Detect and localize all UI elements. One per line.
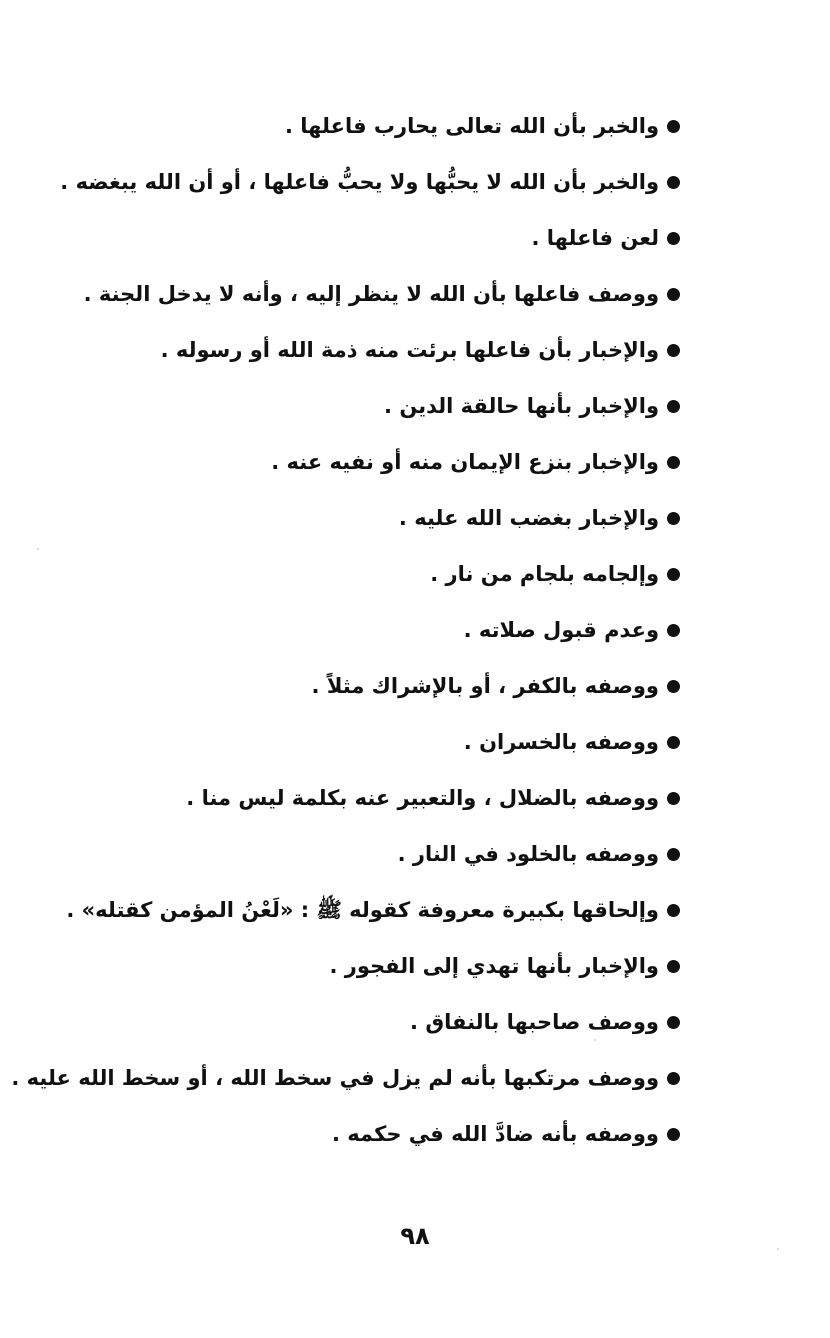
bullet-icon [667,848,680,861]
list-item-text: ووصف صاحبها بالنفاق . [410,1009,659,1034]
list-item [120,602,680,658]
list-item-text: والإخبار بنزع الإيمان منه أو نفيه عنه . [271,449,659,474]
list-item-text: ووصفه بأنه ضادَّ الله في حكمه . [332,1121,659,1146]
list-item-text: وإلحاقها بكبيرة معروفة كقوله ﷺ : «لَعْنُ المؤمن كقتله» . [66,897,659,922]
list-item-text: والخبر بأن الله تعالى يحارب فاعلها . [285,113,659,138]
list-item [66,882,680,938]
list-item [120,378,680,434]
list-item-text: ووصفه بالضلال ، والتعبير عنه بكلمة ليس منا . [186,785,659,810]
bullet-icon [667,288,680,301]
bullet-icon [667,568,680,581]
bullet-icon [667,456,680,469]
list-item-text: لعن فاعلها . [531,225,659,250]
list-item [120,770,680,826]
list-item [60,154,680,210]
list-item [120,658,680,714]
bullet-icon [667,512,680,525]
list-item-text: ووصف فاعلها بأن الله لا ينظر إليه ، وأنه لا يدخل الجنة . [83,281,659,306]
bullet-list [11,98,680,1162]
list-item-text: والإخبار بأن فاعلها برئت منه ذمة الله أو رسوله . [160,337,659,362]
list-item-text: ووصف مرتكبها بأنه لم يزل في سخط الله ، أو سخط الله عليه . [11,1065,659,1090]
bullet-icon [667,176,680,189]
list-item-text: ووصفه بالخلود في النار . [397,841,659,866]
bullet-icon [667,792,680,805]
list-item-text: والإخبار بأنها تهدي إلى الفجور . [329,953,659,978]
list-item-text: وعدم قبول صلاته . [463,617,659,642]
scan-speck [594,1039,596,1041]
bullet-icon [667,120,680,133]
list-item [120,546,680,602]
bullet-icon [667,1072,680,1085]
bullet-icon [667,736,680,749]
list-item [120,994,680,1050]
list-item-text: وإلجامه بلجام من نار . [430,561,659,586]
list-item-text: والخبر بأن الله لا يحبُّها ولا يحبُّ فاعلها ، أو أن الله يبغضه . [60,169,659,194]
bullet-icon [667,344,680,357]
list-item [11,1050,680,1106]
list-item-text: ووصفه بالكفر ، أو بالإشراك مثلاً . [311,673,659,698]
list-item [120,1106,680,1162]
list-item-text: والإخبار بأنها حالقة الدين . [384,393,659,418]
list-item-text: ووصفه بالخسران . [463,729,659,754]
bullet-icon [667,1016,680,1029]
list-item [120,714,680,770]
list-item-text: والإخبار بغضب الله عليه . [398,505,659,530]
list-item [120,210,680,266]
bullet-icon [667,904,680,917]
bullet-icon [667,1128,680,1141]
bullet-icon [667,680,680,693]
list-item [120,490,680,546]
bullet-icon [667,960,680,973]
scan-speck [37,548,39,550]
list-item [120,938,680,994]
bullet-icon [667,232,680,245]
list-item [120,322,680,378]
list-item [120,826,680,882]
list-item [120,434,680,490]
list-item [83,266,680,322]
page-number: ٩٨ [400,1222,430,1250]
bullet-icon [667,624,680,637]
scan-speck [777,1248,779,1250]
list-item [120,98,680,154]
bullet-icon [667,400,680,413]
